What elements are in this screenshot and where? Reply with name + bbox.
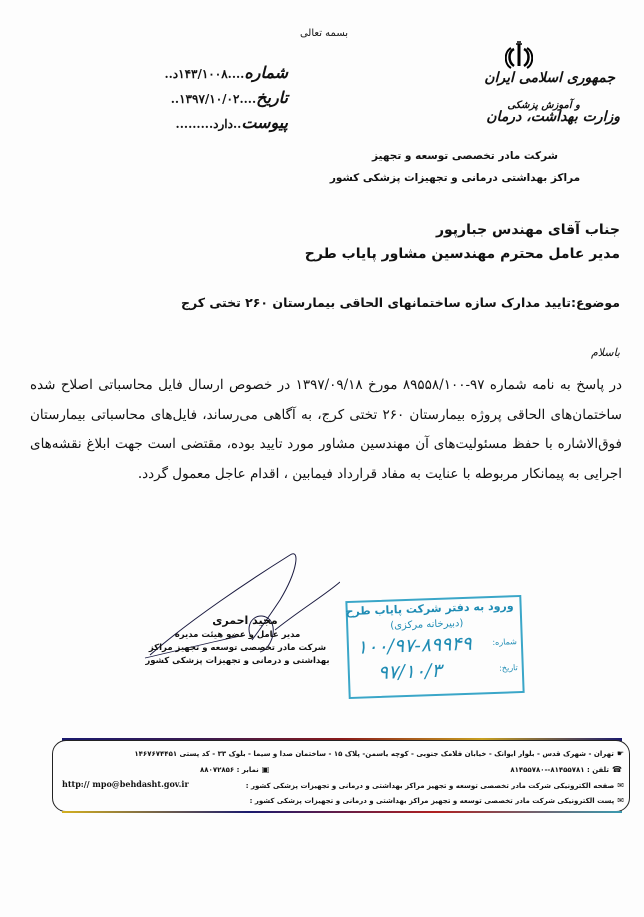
signer-org-line-2: بهداشتی و درمانی و تجهیزات پزشکی کشور — [145, 656, 330, 666]
footer-phone — [510, 765, 622, 774]
signer-name: مجید احمری — [212, 614, 278, 627]
greeting: باسلام — [590, 346, 620, 359]
basmala: بسمه تعالی — [299, 28, 349, 39]
letter-number-label: شماره — [244, 63, 288, 82]
footer-bottom-border — [62, 811, 622, 813]
footer-phone-text: تلفن : ۸۱۴۵۵۷۸۱--۸۱۴۵۵۷۸۰ — [510, 766, 610, 774]
handwritten-signature — [140, 540, 340, 660]
letter-body-paragraph: در پاسخ به نامه شماره ۹۷-۸۹۵۵۸/۱۰۰ مورخ ۱۳۹۷/۰۹/۱۸ در خصوص ارسال فایل محاسباتی اصلاح شده ساختمان‌های الحاقی پروژه بیمارستان ۲۶۰ تختی کرج، به آگاهی می‌رساند، فایل‌های محاسباتی بیمارستان فوق‌الاشاره با حفظ مسئولیت‌های آن مهندسین مشاور مورد تایید بوده، مقتضی است جهت ابلاغ نقشه‌های اجرایی به پیمانکار مربوطه با عنایت به مفاد قرارداد فیمابین ، اقدام عاجل معمول گردد. — [30, 377, 622, 482]
letter-body — [30, 371, 622, 489]
stamp-date-label: تاریخ: — [498, 663, 518, 673]
footer-address — [134, 749, 624, 758]
footer-website-text: صفحه الکترونیکی شرکت مادر تخصصی توسعه و تجهیز مراکز بهداشتی و درمانی و تجهیزات پزشکی کشور : — [245, 782, 615, 790]
footer-address-text: تهران - شهرک قدس - بلوار ایوانک - خیابان فلامک جنوبی - کوچه یاسمن- پلاک ۱۵ - ساختمان صدا و سیما - بلوک ۳۳ - کد پستی ۱۴۶۷۶۷۴۴۵۱ — [134, 750, 614, 758]
letter-attachment-label: پیوست — [241, 113, 288, 132]
stamp-number-label: شماره: — [492, 637, 518, 647]
letter-number-value: ....۱۴۳/۱۰۰۸د.. — [164, 67, 245, 81]
stamp-date-value: ۹۷/۱۰/۳ — [377, 659, 443, 685]
footer-website — [246, 781, 624, 790]
iran-emblem-icon — [505, 40, 533, 70]
footer-fax — [200, 765, 269, 774]
letter-date — [78, 88, 288, 107]
recipient-name: جناب آقای مهندس جبارپور — [435, 222, 620, 238]
company-name-line-2: مراکز بهداشتی درمانی و تجهیزات پزشکی کشور — [329, 172, 581, 184]
letter-date-value: ....۱۳۹۷/۱۰/۰۲.. — [170, 92, 257, 106]
government-name: جمهوری اسلامی ایران — [484, 70, 615, 86]
envelope-icon: ✉ — [617, 781, 624, 790]
footer-website-url[interactable]: http:// mpo@behdasht.gov.ir — [62, 779, 189, 789]
company-name-line-1: شرکت مادر تخصصی توسعه و تجهیز — [372, 150, 558, 162]
envelope-icon: ✉ — [617, 796, 624, 805]
signer-org-line-1: شرکت مادر تخصصی توسعه و تجهیز مراکز — [148, 643, 327, 653]
recipient-title: مدیر عامل محترم مهندسین مشاور پایاب طرح — [304, 246, 620, 262]
signer-title: مدیر عامل و عضو هیئت مدیره — [174, 630, 301, 640]
footer-email — [250, 796, 624, 805]
stamp-title: ورود به دفتر شرکت پایاب طرح — [345, 599, 514, 619]
letter-subject: موضوع:تایید مدارک سازه ساختمانهای الحاقی بیمارستان ۲۶۰ تختی کرج — [180, 295, 620, 310]
letter-number — [78, 63, 288, 82]
ministry-name-main: وزارت بهداشت، درمان — [486, 109, 620, 125]
stamp-subtitle: (دبیرخانه مرکزی) — [390, 618, 464, 632]
ministry-name-sub: و آموزش پزشکی — [507, 100, 580, 111]
footer-fax-text: نمابر : ۸۸۰۷۲۸۵۶ — [200, 766, 259, 774]
phone-icon: ☎ — [612, 765, 622, 774]
letter-attachment — [78, 113, 288, 132]
received-stamp — [345, 595, 524, 699]
letter-attachment-value: ..دارد......... — [175, 117, 242, 131]
letter-date-label: تاریخ — [256, 88, 288, 107]
footer-email-text: پست الکترونیکی شرکت مادر تخصصی توسعه و تجهیز مراکز بهداشتی و درمانی و تجهیزات پزشکی کشور : — [249, 797, 615, 805]
fax-icon: ▣ — [261, 765, 270, 774]
location-icon: ☛ — [616, 749, 624, 758]
ministry-name — [430, 100, 620, 125]
stamp-number-value: ۱۰۰/۹۷-۸۹۹۴۹ — [356, 632, 473, 659]
